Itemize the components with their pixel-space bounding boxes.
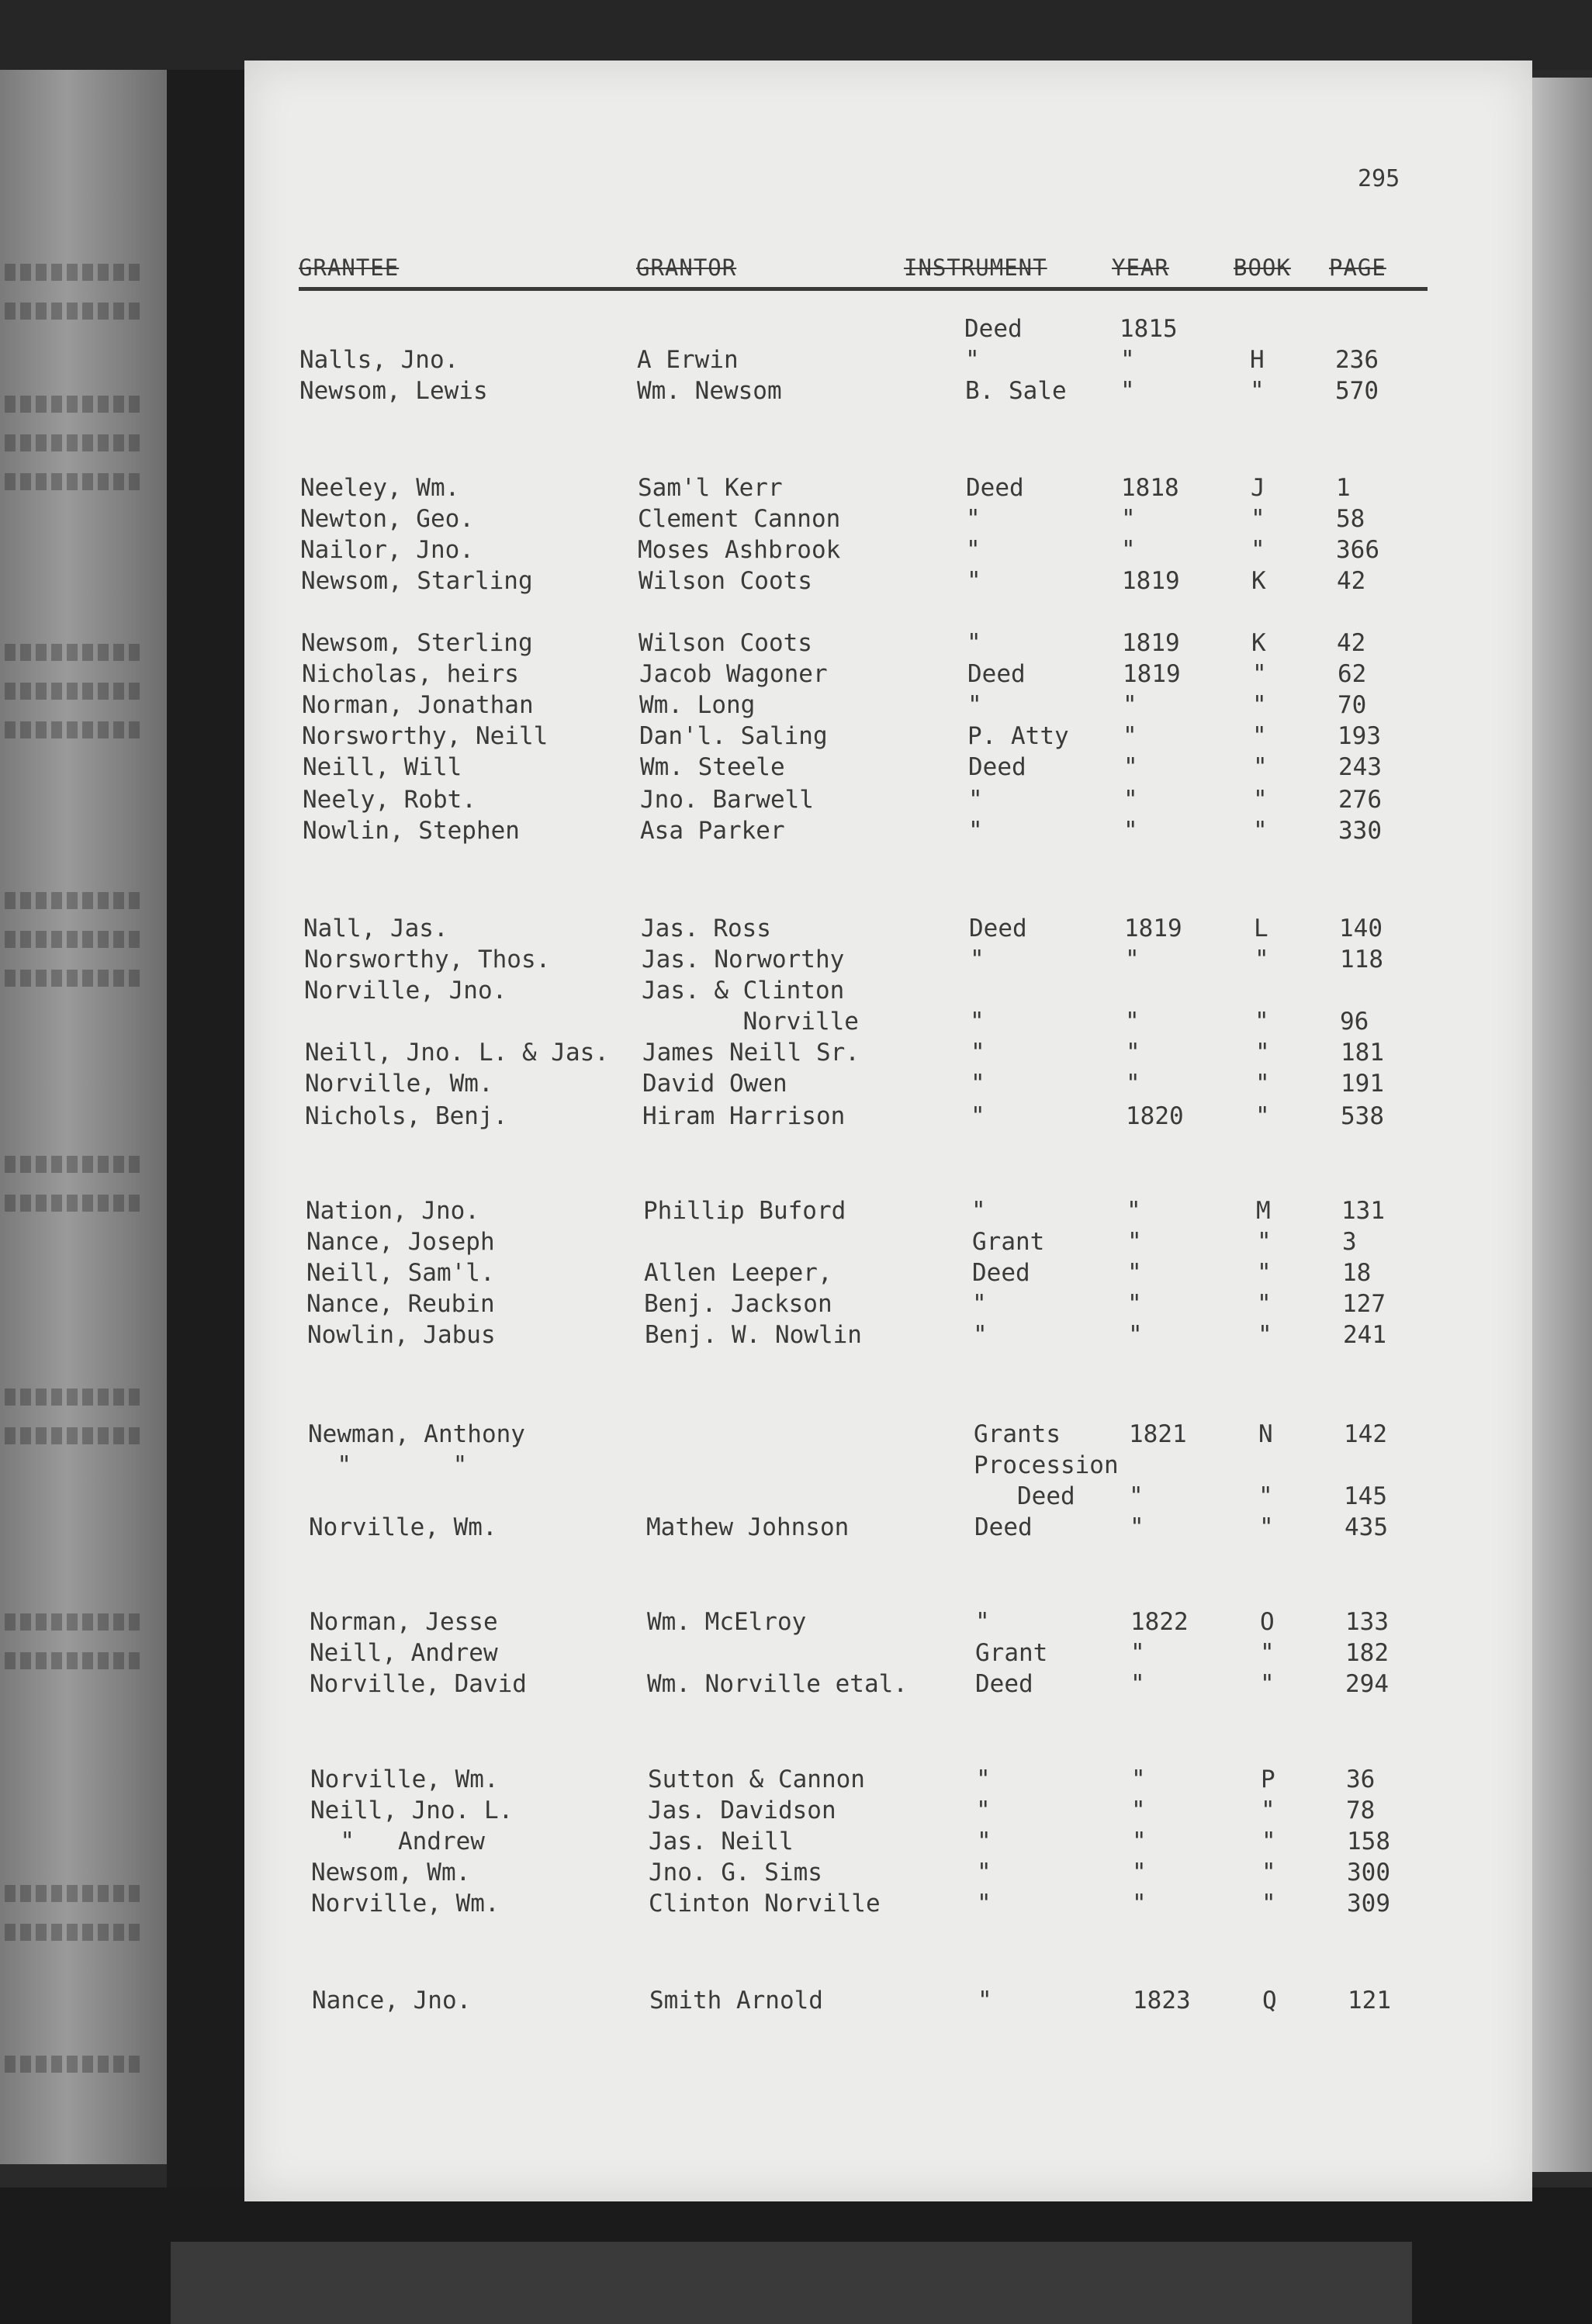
cell-grantee: Neely, Robt. bbox=[303, 786, 476, 814]
cell-grantee: Norville, Wm. bbox=[310, 1765, 499, 1793]
cell-instrument: " bbox=[977, 1828, 992, 1855]
cell-page: 294 bbox=[1345, 1670, 1389, 1698]
cell-page: 42 bbox=[1337, 567, 1366, 595]
cell-book: " bbox=[1252, 722, 1267, 750]
cell-grantor: Hiram Harrison bbox=[642, 1102, 846, 1130]
cell-grantee: Nance, Jno. bbox=[312, 1987, 472, 2014]
cell-grantor: Smith Arnold bbox=[649, 1987, 823, 2014]
cell-page: 42 bbox=[1337, 629, 1366, 657]
cell-year: 1818 bbox=[1121, 474, 1179, 502]
cell-book: " bbox=[1260, 1670, 1275, 1698]
cell-year: " bbox=[1120, 346, 1135, 374]
cell-grantor: Norville bbox=[642, 1008, 859, 1036]
cell-page: 131 bbox=[1341, 1197, 1385, 1225]
cell-page: 191 bbox=[1341, 1070, 1384, 1098]
cell-grantee: Neeley, Wm. bbox=[300, 474, 460, 502]
cell-instrument: Deed bbox=[974, 1513, 1033, 1541]
cell-instrument: " bbox=[968, 786, 983, 814]
cell-grantee: Newman, Anthony bbox=[308, 1420, 525, 1448]
cell-year: " bbox=[1127, 1259, 1142, 1287]
cell-grantee: Neill, Will bbox=[303, 753, 462, 781]
cell-instrument: " bbox=[971, 1070, 985, 1098]
cell-instrument: B. Sale bbox=[965, 377, 1067, 405]
ghost-text-line bbox=[5, 1652, 144, 1669]
cell-book: K bbox=[1251, 629, 1266, 657]
cell-book: " bbox=[1255, 946, 1269, 974]
cell-page: 121 bbox=[1348, 1987, 1391, 2014]
cell-year: " bbox=[1126, 1039, 1140, 1067]
cell-year: " bbox=[1132, 1890, 1147, 1918]
cell-grantor: Jas. Davidson bbox=[648, 1797, 836, 1824]
document-page bbox=[244, 61, 1532, 2201]
cell-instrument: " bbox=[978, 1987, 992, 2014]
cell-grantee: " " bbox=[308, 1451, 468, 1479]
cell-page: 36 bbox=[1346, 1765, 1376, 1793]
film-frame-bottom-light bbox=[171, 2242, 1412, 2324]
cell-grantee: Neill, Jno. L. bbox=[310, 1797, 514, 1824]
cell-year: " bbox=[1132, 1859, 1147, 1887]
cell-grantee: Nowlin, Stephen bbox=[303, 817, 520, 845]
cell-grantee: Norville, Wm. bbox=[305, 1070, 493, 1098]
cell-grantor: Wm. Newsom bbox=[637, 377, 782, 405]
cell-book: " bbox=[1252, 691, 1267, 719]
cell-book: " bbox=[1255, 1008, 1269, 1036]
cell-grantee: Norville, David bbox=[310, 1670, 527, 1698]
cell-grantor: Allen Leeper, bbox=[644, 1259, 832, 1287]
cell-page: 182 bbox=[1345, 1639, 1389, 1667]
cell-grantor: Clement Cannon bbox=[638, 505, 841, 533]
cell-book: " bbox=[1250, 377, 1265, 405]
cell-instrument: Deed bbox=[975, 1670, 1033, 1698]
cell-grantee: Newton, Geo. bbox=[300, 505, 474, 533]
cell-book: " bbox=[1261, 1828, 1276, 1855]
cell-grantor: Wm. McElroy bbox=[647, 1608, 807, 1636]
cell-book: O bbox=[1260, 1608, 1275, 1636]
cell-book: " bbox=[1261, 1890, 1276, 1918]
cell-page: 78 bbox=[1346, 1797, 1376, 1824]
cell-grantee: Norville, Wm. bbox=[309, 1513, 497, 1541]
cell-instrument: " bbox=[972, 1290, 987, 1318]
header-grantee: GRANTEE bbox=[299, 254, 400, 281]
cell-year: " bbox=[1123, 753, 1138, 781]
cell-grantor: Moses Ashbrook bbox=[638, 536, 841, 564]
cell-grantor: Jno. G. Sims bbox=[649, 1859, 822, 1887]
cell-instrument: " bbox=[971, 1197, 986, 1225]
cell-year: " bbox=[1132, 1828, 1147, 1855]
ghost-text-line bbox=[5, 473, 144, 490]
cell-year: " bbox=[1129, 1482, 1144, 1510]
ghost-text-line bbox=[5, 1156, 144, 1173]
cell-page: 1 bbox=[1336, 474, 1351, 502]
cell-grantor: Benj. Jackson bbox=[644, 1290, 832, 1318]
cell-instrument: " bbox=[971, 1039, 985, 1067]
cell-grantee: Newsom, Lewis bbox=[299, 377, 488, 405]
cell-page: 181 bbox=[1341, 1039, 1384, 1067]
cell-instrument: " bbox=[965, 346, 980, 374]
cell-year: 1820 bbox=[1126, 1102, 1184, 1130]
cell-grantor: Wm. Norville etal. bbox=[647, 1670, 908, 1698]
cell-book: " bbox=[1257, 1228, 1272, 1256]
cell-year: " bbox=[1125, 1008, 1140, 1036]
cell-book: " bbox=[1257, 1290, 1272, 1318]
cell-grantor: Sam'l Kerr bbox=[638, 474, 783, 502]
cell-grantee: Nowlin, Jabus bbox=[307, 1321, 496, 1349]
cell-page: 243 bbox=[1338, 753, 1382, 781]
ghost-text-line bbox=[5, 1427, 144, 1444]
cell-year: " bbox=[1120, 377, 1135, 405]
cell-year: " bbox=[1128, 1321, 1143, 1349]
header-page: PAGE bbox=[1329, 254, 1386, 281]
cell-grantor: Asa Parker bbox=[640, 817, 785, 845]
cell-book: " bbox=[1260, 1639, 1275, 1667]
cell-grantee: Norman, Jesse bbox=[310, 1608, 498, 1636]
cell-page: 140 bbox=[1339, 915, 1383, 942]
cell-year: " bbox=[1121, 505, 1136, 533]
ghost-text-line bbox=[5, 396, 144, 413]
cell-grantor: Jno. Barwell bbox=[640, 786, 814, 814]
cell-grantee: Newsom, Sterling bbox=[301, 629, 533, 657]
cell-instrument: " bbox=[968, 817, 983, 845]
cell-year: " bbox=[1131, 1797, 1146, 1824]
ghost-text-line bbox=[5, 303, 144, 320]
cell-book: " bbox=[1251, 536, 1265, 564]
cell-grantee: Nailor, Jno. bbox=[300, 536, 474, 564]
cell-grantee: Neill, Sam'l. bbox=[306, 1259, 495, 1287]
ghost-text-line bbox=[5, 970, 144, 987]
cell-page: 145 bbox=[1344, 1482, 1387, 1510]
cell-instrument: Deed bbox=[964, 315, 1023, 343]
cell-grantee: Nance, Reubin bbox=[306, 1290, 495, 1318]
cell-page: 300 bbox=[1347, 1859, 1390, 1887]
ghost-text-line bbox=[5, 644, 144, 661]
ghost-text-line bbox=[5, 931, 144, 948]
cell-grantee: Norsworthy, Neill bbox=[302, 722, 549, 750]
cell-year: 1819 bbox=[1123, 660, 1181, 688]
header-book: BOOK bbox=[1234, 254, 1291, 281]
cell-instrument: Procession bbox=[974, 1451, 1119, 1479]
cell-book: K bbox=[1251, 567, 1266, 595]
page-number: 295 bbox=[1358, 165, 1400, 192]
cell-grantor: Jas. & Clinton bbox=[642, 977, 845, 1005]
cell-instrument: Deed bbox=[966, 474, 1024, 502]
cell-book: " bbox=[1255, 1102, 1270, 1130]
cell-year: 1819 bbox=[1122, 567, 1180, 595]
cell-instrument: " bbox=[967, 629, 981, 657]
record-table bbox=[244, 61, 1532, 2201]
cell-book: " bbox=[1251, 505, 1265, 533]
ghost-text-line bbox=[5, 721, 144, 738]
cell-grantee: Norman, Jonathan bbox=[302, 691, 534, 719]
cell-instrument: " bbox=[976, 1765, 991, 1793]
cell-year: " bbox=[1130, 1513, 1144, 1541]
cell-book: " bbox=[1258, 1321, 1272, 1349]
ghost-text-line bbox=[5, 264, 144, 281]
cell-grantor: James Neill Sr. bbox=[642, 1039, 860, 1067]
cell-grantor: Wm. Long bbox=[639, 691, 756, 719]
ghost-text-line bbox=[5, 2056, 144, 2073]
ghost-text-line bbox=[5, 683, 144, 700]
cell-instrument: Grants bbox=[974, 1420, 1061, 1448]
adjacent-page-edge bbox=[0, 70, 167, 2164]
cell-year: " bbox=[1130, 1639, 1145, 1667]
cell-instrument: Deed bbox=[974, 1482, 1075, 1510]
cell-instrument: " bbox=[971, 1102, 985, 1130]
cell-book: J bbox=[1251, 474, 1265, 502]
cell-instrument: " bbox=[970, 946, 985, 974]
cell-year: " bbox=[1123, 786, 1138, 814]
header-grantor: GRANTOR bbox=[636, 254, 737, 281]
cell-book: L bbox=[1254, 915, 1268, 942]
cell-instrument: P. Atty bbox=[967, 722, 1069, 750]
cell-page: 58 bbox=[1336, 505, 1365, 533]
cell-instrument: " bbox=[966, 536, 981, 564]
cell-instrument: " bbox=[970, 1008, 985, 1036]
cell-year: " bbox=[1123, 817, 1138, 845]
ghost-text-line bbox=[5, 1613, 144, 1631]
cell-page: 570 bbox=[1335, 377, 1379, 405]
cell-book: " bbox=[1255, 1039, 1270, 1067]
cell-year: 1819 bbox=[1124, 915, 1182, 942]
ghost-text-line bbox=[5, 1885, 144, 1902]
cell-page: 193 bbox=[1338, 722, 1381, 750]
cell-instrument: " bbox=[977, 1890, 992, 1918]
cell-instrument: " bbox=[967, 691, 982, 719]
cell-grantee: Nance, Joseph bbox=[306, 1228, 495, 1256]
header-year: YEAR bbox=[1112, 254, 1169, 281]
cell-year: 1815 bbox=[1120, 315, 1178, 343]
cell-book: N bbox=[1258, 1420, 1273, 1448]
cell-book: " bbox=[1261, 1859, 1276, 1887]
cell-year: 1821 bbox=[1129, 1420, 1187, 1448]
cell-grantor: Phillip Buford bbox=[643, 1197, 846, 1225]
cell-page: 330 bbox=[1338, 817, 1382, 845]
cell-page: 70 bbox=[1338, 691, 1367, 719]
cell-grantee: Neill, Andrew bbox=[310, 1639, 498, 1667]
cell-year: " bbox=[1123, 691, 1137, 719]
cell-year: " bbox=[1127, 1228, 1142, 1256]
binding-gutter bbox=[167, 70, 244, 2211]
cell-year: " bbox=[1131, 1765, 1146, 1793]
cell-book: P bbox=[1261, 1765, 1275, 1793]
cell-page: 96 bbox=[1340, 1008, 1369, 1036]
header-instrument: INSTRUMENT bbox=[904, 254, 1047, 281]
film-frame-top bbox=[0, 0, 1592, 70]
ghost-text-line bbox=[5, 1195, 144, 1212]
cell-page: 133 bbox=[1345, 1608, 1389, 1636]
cell-grantor: Jas. Norworthy bbox=[642, 946, 845, 974]
cell-book: " bbox=[1255, 1070, 1270, 1098]
cell-book: " bbox=[1258, 1482, 1273, 1510]
cell-page: 3 bbox=[1342, 1228, 1357, 1256]
cell-page: 366 bbox=[1336, 536, 1379, 564]
cell-grantor: Benj. W. Nowlin bbox=[645, 1321, 862, 1349]
cell-year: " bbox=[1130, 1670, 1145, 1698]
cell-instrument: " bbox=[975, 1608, 990, 1636]
cell-page: 142 bbox=[1344, 1420, 1387, 1448]
cell-grantor: Wilson Coots bbox=[639, 567, 812, 595]
cell-grantee: Nalls, Jno. bbox=[299, 346, 459, 374]
cell-instrument: " bbox=[973, 1321, 988, 1349]
cell-instrument: Grant bbox=[975, 1639, 1048, 1667]
cell-grantor: Mathew Johnson bbox=[646, 1513, 850, 1541]
cell-instrument: " bbox=[977, 1859, 992, 1887]
cell-grantor: Jas. Neill bbox=[649, 1828, 794, 1855]
cell-page: 241 bbox=[1343, 1321, 1386, 1349]
cell-book: " bbox=[1253, 786, 1268, 814]
cell-book: " bbox=[1261, 1797, 1275, 1824]
cell-page: 18 bbox=[1342, 1259, 1372, 1287]
cell-book: " bbox=[1252, 660, 1267, 688]
cell-book: " bbox=[1257, 1259, 1272, 1287]
cell-instrument: Deed bbox=[972, 1259, 1030, 1287]
cell-book: M bbox=[1256, 1197, 1271, 1225]
ghost-text-line bbox=[5, 892, 144, 909]
cell-grantor: David Owen bbox=[642, 1070, 787, 1098]
cell-grantor: Clinton Norville bbox=[649, 1890, 881, 1918]
cell-grantee: Nicholas, heirs bbox=[302, 660, 519, 688]
cell-book: H bbox=[1250, 346, 1265, 374]
cell-grantor: Jas. Ross bbox=[641, 915, 771, 942]
cell-year: 1819 bbox=[1122, 629, 1180, 657]
cell-instrument: Deed bbox=[968, 753, 1026, 781]
cell-page: 127 bbox=[1342, 1290, 1386, 1318]
cell-grantee: Nation, Jno. bbox=[306, 1197, 479, 1225]
cell-grantor: Wm. Steele bbox=[640, 753, 785, 781]
cell-grantee: " Andrew bbox=[311, 1828, 485, 1855]
cell-year: " bbox=[1125, 946, 1140, 974]
cell-grantee: Norsworthy, Thos. bbox=[304, 946, 551, 974]
cell-year: " bbox=[1126, 1070, 1140, 1098]
cell-instrument: Deed bbox=[969, 915, 1027, 942]
cell-grantor: Wilson Coots bbox=[639, 629, 812, 657]
cell-grantor: Jacob Wagoner bbox=[639, 660, 828, 688]
cell-book: Q bbox=[1262, 1987, 1277, 2014]
cell-year: " bbox=[1127, 1290, 1142, 1318]
cell-book: " bbox=[1253, 817, 1268, 845]
cell-page: 62 bbox=[1338, 660, 1367, 688]
cell-grantor: Sutton & Cannon bbox=[648, 1765, 865, 1793]
cell-instrument: Grant bbox=[972, 1228, 1045, 1256]
cell-instrument: " bbox=[967, 567, 981, 595]
ghost-text-line bbox=[5, 434, 144, 451]
cell-grantee: Newsom, Wm. bbox=[311, 1859, 471, 1887]
cell-page: 435 bbox=[1345, 1513, 1388, 1541]
cell-year: " bbox=[1127, 1197, 1141, 1225]
cell-page: 118 bbox=[1340, 946, 1383, 974]
cell-grantor: Dan'l. Saling bbox=[639, 722, 828, 750]
cell-year: 1822 bbox=[1130, 1608, 1189, 1636]
cell-year: " bbox=[1123, 722, 1137, 750]
cell-grantee: Norville, Jno. bbox=[304, 977, 507, 1005]
cell-book: " bbox=[1259, 1513, 1274, 1541]
cell-grantee: Norville, Wm. bbox=[311, 1890, 500, 1918]
cell-grantee: Neill, Jno. L. & Jas. bbox=[305, 1039, 609, 1067]
cell-year: 1823 bbox=[1133, 1987, 1191, 2014]
cell-page: 236 bbox=[1335, 346, 1379, 374]
page-right-edge bbox=[1532, 78, 1592, 2172]
ghost-text-line bbox=[5, 1924, 144, 1941]
cell-grantee: Nall, Jas. bbox=[303, 915, 448, 942]
cell-grantor: A Erwin bbox=[637, 346, 739, 374]
cell-page: 538 bbox=[1341, 1102, 1384, 1130]
cell-instrument: " bbox=[976, 1797, 991, 1824]
cell-page: 309 bbox=[1347, 1890, 1390, 1918]
cell-page: 158 bbox=[1347, 1828, 1390, 1855]
cell-page: 276 bbox=[1338, 786, 1382, 814]
cell-instrument: Deed bbox=[967, 660, 1026, 688]
cell-grantee: Newsom, Starling bbox=[301, 567, 533, 595]
ghost-text-line bbox=[5, 1389, 144, 1406]
cell-grantee: Nichols, Benj. bbox=[305, 1102, 508, 1130]
cell-year: " bbox=[1121, 536, 1136, 564]
cell-instrument: " bbox=[966, 505, 981, 533]
cell-book: " bbox=[1253, 753, 1268, 781]
